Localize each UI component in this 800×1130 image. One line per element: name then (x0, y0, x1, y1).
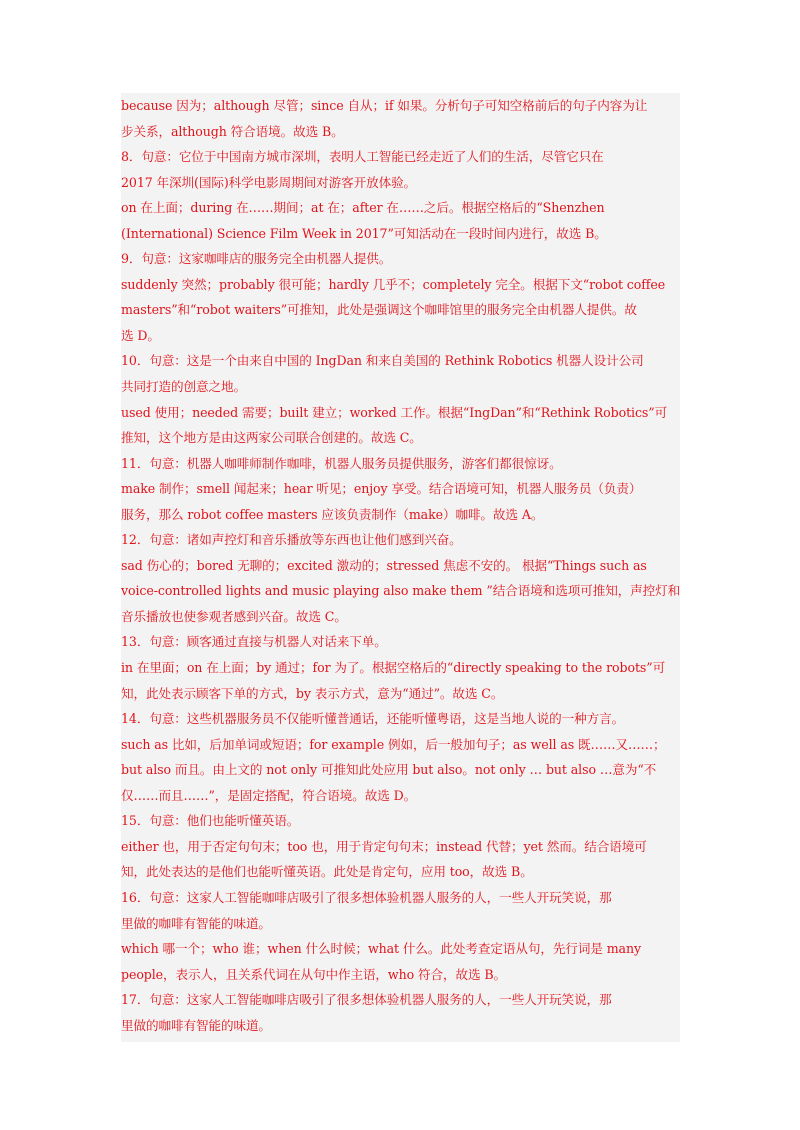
text-line: 步关系，although 符合语境。故选 B。 (121, 123, 344, 139)
text-line: make 制作；smell 闻起来；hear 听见；enjoy 享受。结合语境可知，机器人服务员（负责） (121, 481, 642, 497)
text-line: voice-controlled lights and music playing also make them ”结合语境和选项可推知，声控灯和 (121, 583, 680, 599)
text-line: 知，此处表示顾客下单的方式，by 表示方式，意为“通过”。故选 C。 (121, 685, 504, 701)
text-line: 16．句意：这家人工智能咖啡店吸引了很多想体验机器人服务的人，一些人开玩笑说，那 (121, 889, 612, 905)
text-line: (International) Science Film Week in 2017”可知活动在一段时间内进行，故选 B。 (121, 225, 607, 241)
text-line: 共同打造的创意之地。 (121, 379, 246, 395)
text-line: 推知，这个地方是由这两家公司联合创建的。故选 C。 (121, 430, 422, 446)
text-line: masters”和“robot waiters”可推知，此处是强调这个咖啡馆里的服务完全由机器人提供。故 (121, 302, 637, 318)
text-line: used 使用；needed 需要；built 建立；worked 工作。根据“IngDan”和“Rethink Robotics”可 (121, 404, 668, 420)
text-line: people，表示人，且关系代词在从句中作主语，who 符合，故选 B。 (121, 966, 507, 982)
text-line: 里做的咖啡有智能的味道。 (121, 1017, 271, 1033)
text-line: either 也，用于否定句句末；too 也，用于肯定句句末；instead 代替；yet 然而。结合语境可 (121, 838, 647, 854)
text-line: 11．句意：机器人咖啡师制作咖啡，机器人服务员提供服务，游客们都很惊讶。 (121, 455, 562, 471)
text-line: 选 D。 (121, 327, 160, 343)
text-line: 仅……而且……”，是固定搭配，符合语境。故选 D。 (121, 787, 417, 803)
text-line: 服务，那么 robot coffee masters 应该负责制作（make）咖啡。故选 A。 (121, 506, 544, 522)
text-line: 13．句意：顾客通过直接与机器人对话来下单。 (121, 634, 387, 650)
text-line: such as 比如，后加单词或短语；for example 例如，后一般加句子；as well as 既……又……； (121, 736, 666, 752)
text-line: 8．句意：它位于中国南方城市深圳，表明人工智能已经走近了人们的生活，尽管它只在 (121, 149, 604, 165)
text-line: 2017 年深圳(国际)科学电影周期间对游客开放体验。 (121, 174, 417, 190)
answer-explanations (121, 93, 680, 1042)
text-line: suddenly 突然；probably 很可能；hardly 几乎不；completely 完全。根据下文“robot coffee (121, 276, 666, 292)
text-line: 里做的咖啡有智能的味道。 (121, 915, 271, 931)
text-line: because 因为；although 尽管；since 自从；if 如果。分析句子可知空格前后的句子内容为让 (121, 98, 648, 113)
text-line: in 在里面；on 在上面；by 通过；for 为了。根据空格后的“directly speaking to the robots”可 (121, 660, 666, 676)
text-line: 15．句意：他们也能听懂英语。 (121, 813, 300, 829)
text-line: which 哪一个；who 谁；when 什么时候；what 什么。此处考查定语从句，先行词是 many (121, 941, 641, 957)
text-line: sad 伤心的；bored 无聊的；excited 激动的；stressed 焦虑不安的。 根据“Things such as (121, 557, 647, 573)
text-line: 10．句意：这是一个由来自中国的 IngDan 和来自美国的 Rethink Robotics 机器人设计公司 (121, 353, 644, 369)
text-line: 12．句意：诸如声控灯和音乐播放等东西也让他们感到兴奋。 (121, 532, 462, 548)
text-line: 音乐播放也使参观者感到兴奋。故选 C。 (121, 608, 347, 624)
text-line: but also 而且。由上文的 not only 可推知此处应用 but also。not only … but also …意为“不 (121, 762, 657, 778)
text-line: 14．句意：这些机器服务员不仅能听懂普通话，还能听懂粤语，这是当地人说的一种方言。 (121, 711, 625, 727)
text-line: on 在上面；during 在……期间；at 在；after 在……之后。根据空格后的“Shenzhen (121, 200, 605, 216)
text-line: 知，此处表达的是他们也能听懂英语。此处是肯定句，应用 too，故选 B。 (121, 864, 533, 880)
text-line: 9．句意：这家咖啡店的服务完全由机器人提供。 (121, 251, 392, 267)
text-line: 17．句意：这家人工智能咖啡店吸引了很多想体验机器人服务的人，一些人开玩笑说，那 (121, 992, 612, 1008)
